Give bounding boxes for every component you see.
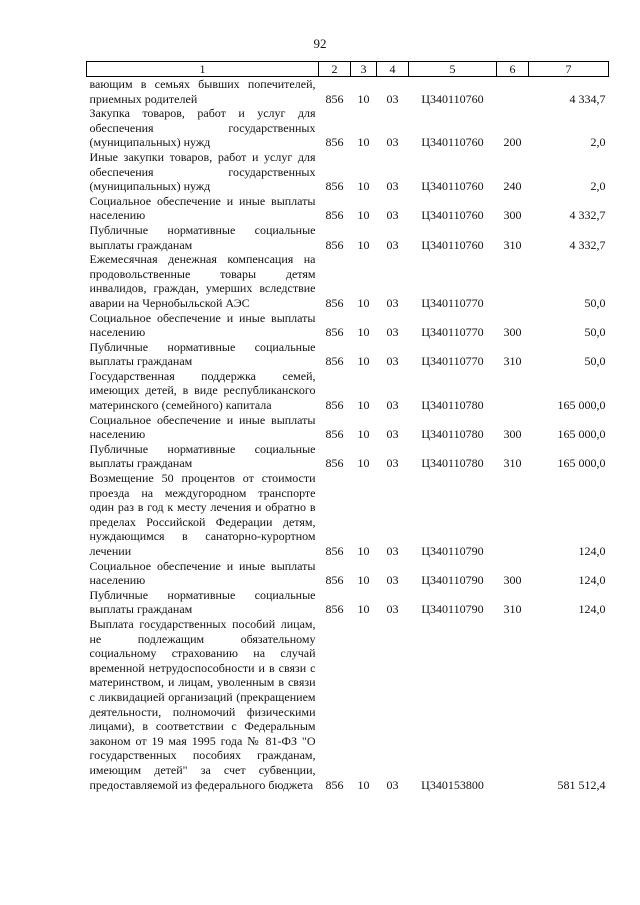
subsection-cell: 03 — [386, 602, 399, 617]
gov-code-cell: 856 — [325, 295, 344, 310]
target-article-cell: Ц340110780 — [421, 427, 484, 442]
subsection-cell: 03 — [386, 91, 399, 106]
table-row — [87, 559, 609, 588]
section-cell: 10 — [357, 135, 370, 150]
amount-cell: 165 000,0 — [557, 427, 606, 442]
amount-cell: 124,0 — [578, 544, 606, 558]
column-header-5: 5 — [409, 62, 497, 77]
row-name-cell: Публичные нормативные социальные выплаты гражданам — [89, 222, 316, 252]
section-cell: 10 — [357, 573, 370, 588]
table-row — [87, 471, 609, 559]
row-name-cell: Государственная поддержка семей, имеющих детей, в виде республиканского материнского (семейного) капитала — [89, 368, 316, 413]
table-row — [87, 77, 609, 107]
gov-code-cell: 856 — [325, 237, 344, 252]
section-cell: 10 — [357, 427, 370, 442]
target-article-cell: Ц340153800 — [421, 777, 484, 792]
subsection-cell: 03 — [386, 179, 399, 194]
amount-cell: 165 000,0 — [557, 398, 606, 413]
row-name-cell: Публичные нормативные социальные выплаты гражданам — [89, 441, 316, 471]
budget-table — [86, 61, 609, 792]
target-article-cell: Ц340110760 — [421, 179, 484, 194]
table-row — [87, 252, 609, 310]
target-article-cell: Ц340110770 — [421, 354, 484, 369]
gov-code-cell: 856 — [325, 354, 344, 369]
target-article-cell: Ц340110790 — [421, 573, 484, 588]
amount-cell: 4 332,7 — [569, 208, 606, 223]
table-row — [87, 194, 609, 223]
section-cell: 10 — [357, 179, 370, 194]
target-article-cell: Ц340110770 — [421, 295, 484, 310]
table-row — [87, 311, 609, 340]
page-number: 92 — [313, 36, 327, 51]
subsection-cell: 03 — [386, 456, 399, 471]
subsection-cell: 03 — [386, 427, 399, 442]
amount-cell: 124,0 — [578, 602, 606, 617]
gov-code-cell: 856 — [325, 91, 344, 106]
table-row — [87, 617, 609, 792]
subsection-cell: 03 — [386, 295, 399, 310]
expense-type-cell — [497, 471, 529, 559]
amount-cell: 50,0 — [584, 325, 606, 340]
expense-type-cell: 240 — [503, 179, 522, 194]
expense-type-cell: 300 — [503, 427, 522, 442]
table-row — [87, 442, 609, 471]
column-header-6: 6 — [497, 62, 529, 77]
column-header-7: 7 — [529, 62, 609, 77]
expense-type-cell: 300 — [503, 573, 522, 588]
expense-type-cell: 310 — [503, 456, 522, 471]
table-body — [87, 77, 609, 793]
section-cell: 10 — [357, 208, 370, 223]
subsection-cell: 03 — [386, 777, 399, 792]
section-cell: 10 — [357, 777, 370, 792]
subsection-cell: 03 — [386, 237, 399, 252]
gov-code-cell: 856 — [325, 573, 344, 588]
row-name-cell: Публичные нормативные социальные выплаты гражданам — [89, 587, 316, 617]
amount-cell: 581 512,4 — [557, 777, 606, 792]
row-name-cell: Социальное обеспечение и иные выплаты населению — [89, 558, 316, 588]
section-cell: 10 — [357, 398, 370, 413]
section-cell: 10 — [357, 456, 370, 471]
row-name-cell: Социальное обеспечение и иные выплаты населению — [89, 412, 316, 442]
subsection-cell: 03 — [386, 135, 399, 150]
amount-cell: 124,0 — [578, 573, 606, 588]
expense-type-cell: 300 — [503, 325, 522, 340]
row-name-cell: вающим в семьях бывших попечителей, приемных родителей — [89, 77, 316, 106]
gov-code-cell: 856 — [325, 325, 344, 340]
expense-type-cell — [497, 369, 529, 413]
target-article-cell: Ц340110780 — [421, 398, 484, 413]
amount-cell: 2,0 — [590, 179, 606, 194]
amount-cell: 165 000,0 — [557, 456, 606, 471]
table-row — [87, 106, 609, 150]
row-name-cell: Закупка товаров, работ и услуг для обеспечения государственных (муниципальных) нужд — [89, 106, 316, 150]
section-cell: 10 — [357, 237, 370, 252]
section-cell: 10 — [357, 354, 370, 369]
gov-code-cell: 856 — [325, 544, 344, 558]
column-header-2: 2 — [319, 62, 351, 77]
gov-code-cell: 856 — [325, 179, 344, 194]
expense-type-cell: 310 — [503, 237, 522, 252]
column-header-1: 1 — [87, 62, 319, 77]
amount-cell: 2,0 — [590, 135, 606, 150]
row-name-cell: Иные закупки товаров, работ и услуг для обеспечения государственных (муниципальных) нужд — [89, 149, 316, 194]
target-article-cell: Ц340110760 — [421, 237, 484, 252]
section-cell: 10 — [357, 602, 370, 617]
table-row — [87, 223, 609, 252]
subsection-cell: 03 — [386, 398, 399, 413]
target-article-cell: Ц340110760 — [421, 135, 484, 150]
target-article-cell: Ц340110790 — [421, 602, 484, 617]
expense-type-cell — [497, 617, 529, 792]
subsection-cell: 03 — [386, 573, 399, 588]
expense-type-cell — [497, 77, 529, 107]
target-article-cell: Ц340110760 — [421, 91, 484, 106]
expense-type-cell: 310 — [503, 602, 522, 617]
gov-code-cell: 856 — [325, 777, 344, 792]
row-name-cell: Выплата государственных пособий лицам, не подлежащим обязательному социальному страхованию на случай временной нетрудоспособности и в связи с материнством, и лицам, уволенным в связи с ликвидацией организаций (прекращением деятельности, полномочий физическими лицами), в соответствии с Федеральным законом от 19 мая 1995 года № 81-ФЗ "О государственных пособиях гражданам, имеющим детей" за счет субвенции, предоставляемой из федерального бюджета — [89, 616, 316, 792]
column-header-4: 4 — [377, 62, 409, 77]
row-name-cell: Социальное обеспечение и иные выплаты населению — [89, 310, 316, 340]
subsection-cell: 03 — [386, 354, 399, 369]
expense-type-cell: 200 — [503, 135, 522, 150]
gov-code-cell: 856 — [325, 135, 344, 150]
gov-code-cell: 856 — [325, 427, 344, 442]
table-header-row — [87, 62, 609, 77]
expense-type-cell — [497, 252, 529, 310]
amount-cell: 4 332,7 — [569, 237, 606, 252]
table-row — [87, 340, 609, 369]
row-name-cell: Ежемесячная денежная компенсация на продовольственные товары детям инвалидов, граждан, умерших вследствие аварии на Чернобыльской АЭС — [89, 252, 316, 310]
gov-code-cell: 856 — [325, 456, 344, 471]
target-article-cell: Ц340110760 — [421, 208, 484, 223]
gov-code-cell: 856 — [325, 602, 344, 617]
subsection-cell: 03 — [386, 208, 399, 223]
target-article-cell: Ц340110780 — [421, 456, 484, 471]
expense-type-cell: 310 — [503, 354, 522, 369]
gov-code-cell: 856 — [325, 398, 344, 413]
target-article-cell: Ц340110770 — [421, 325, 484, 340]
target-article-cell: Ц340110790 — [421, 544, 484, 558]
table-row — [87, 369, 609, 413]
expense-type-cell: 300 — [503, 208, 522, 223]
row-name-cell: Возмещение 50 процентов от стоимости проезда на междугородном транспорте один раз в год к месту лечения и обратно в пределах Российской Федерации детям, нуждающимся в санаторно-курортном лечении — [89, 471, 316, 558]
section-cell: 10 — [357, 325, 370, 340]
subsection-cell: 03 — [386, 544, 399, 558]
row-name-cell: Публичные нормативные социальные выплаты гражданам — [89, 339, 316, 369]
subsection-cell: 03 — [386, 325, 399, 340]
section-cell: 10 — [357, 295, 370, 310]
amount-cell: 50,0 — [584, 354, 606, 369]
amount-cell: 50,0 — [584, 295, 606, 310]
table-row — [87, 413, 609, 442]
gov-code-cell: 856 — [325, 208, 344, 223]
column-header-3: 3 — [351, 62, 377, 77]
table-row — [87, 150, 609, 194]
table-row — [87, 588, 609, 617]
section-cell: 10 — [357, 91, 370, 106]
row-name-cell: Социальное обеспечение и иные выплаты населению — [89, 193, 316, 223]
amount-cell: 4 334,7 — [569, 91, 606, 106]
section-cell: 10 — [357, 544, 370, 558]
